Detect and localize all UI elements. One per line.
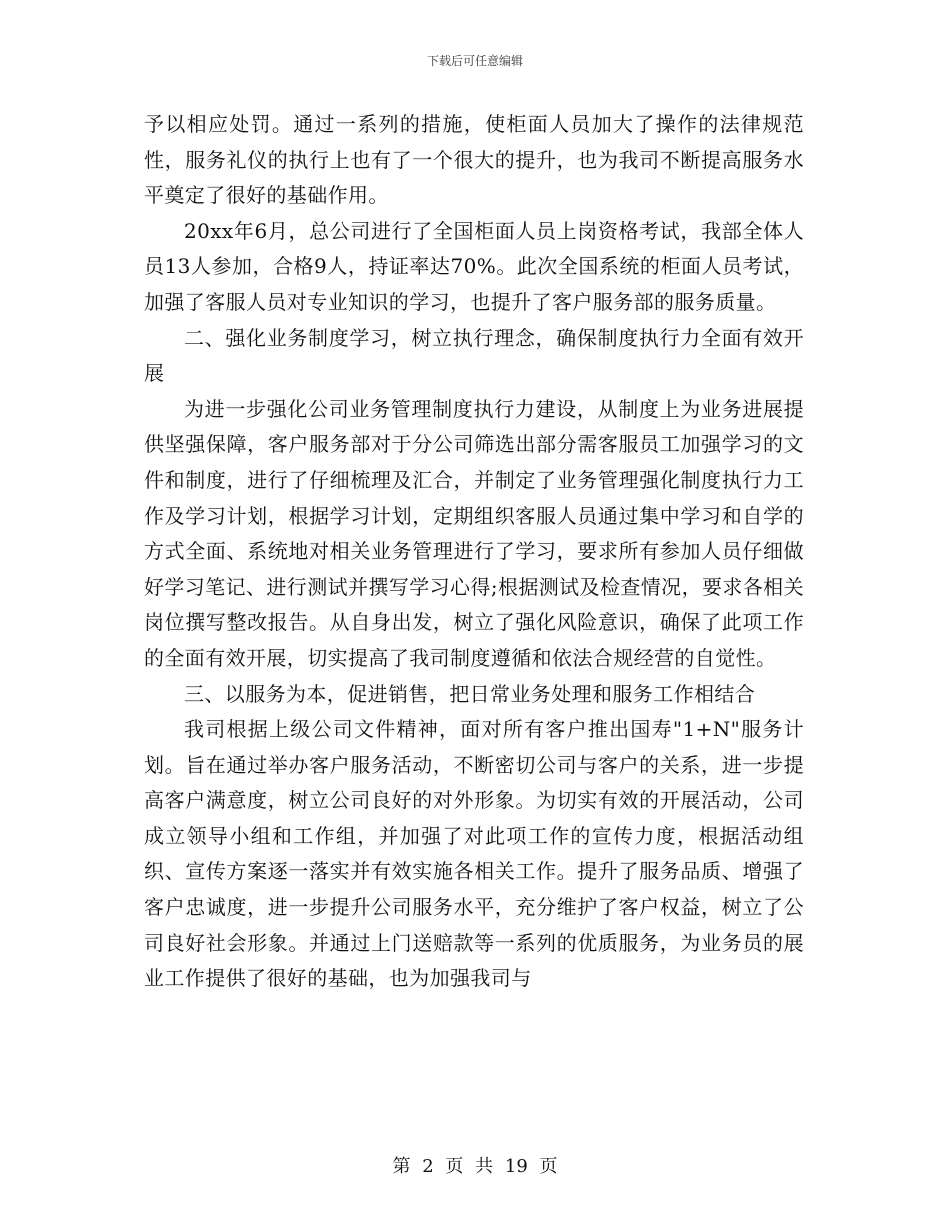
paragraph-3: 为进一步强化公司业务管理制度执行力建设，从制度上为业务进展提供坚强保障，客户服务部对于分公司筛选出部分需客服员工加强学习的文件和制度，进行了仔细梳理及汇合，并制定了业务管理强化制度执行力工作及学习计划，根据学习计划，定期组织客服人员通过集中学习和自学的方式全面、系统地对相关业务管理进行了学习，要求所有参加人员仔细做好学习笔记、进行测试并撰写学习心得;根据测试及检查情况，要求各相关岗位撰写整改报告。从自身出发，树立了强化风险意识，确保了此项工作的全面有效开展，切实提高了我司制度遵循和依法合规经营的自觉性。 (144, 396, 804, 670)
footer-page-unit: 页 (445, 1156, 464, 1177)
footer-total-label: 共 (475, 1156, 494, 1177)
page-header: 下载后可任意编辑 (426, 54, 523, 68)
footer-prefix: 第 (392, 1156, 411, 1177)
section-heading-3: 三、以服务为本，促进销售，把日常业务处理和服务工作相结合 (184, 681, 756, 706)
footer-total-pages: 19 (504, 1156, 528, 1177)
paragraph-4: 我司根据上级公司文件精神，面对所有客户推出国寿"1+N"服务计划。旨在通过举办客户服务活动，不断密切公司与客户的关系，进一步提高客户满意度，树立公司良好的对外形象。为切实有效的开展活动，公司成立领导小组和工作组，并加强了对此项工作的宣传力度，根据活动组织、宣传方案逐一落实并有效实施各相关工作。提升了服务品质、增强了客户忠诚度，进一步提升公司服务水平，充分维护了客户权益，树立了公司良好社会形象。并通过上门送赔款等一系列的优质服务，为业务员的展业工作提供了很好的基础，也为加强我司与 (144, 717, 804, 991)
section-heading-2: 二、强化业务制度学习，树立执行理念，确保制度执行力全面有效开展 (144, 325, 804, 386)
page-footer (0, 1152, 950, 1178)
paragraph-2: 20xx年6月，总公司进行了全国柜面人员上岗资格考试，我部全体人员13人参加，合格9人，持证率达70%。此次全国系统的柜面人员考试，加强了客服人员对专业知识的学习，也提升了客户服务部的服务质量。 (144, 218, 804, 314)
document-body (144, 107, 804, 997)
paragraph-1: 予以相应处罚。通过一系列的措施，使柜面人员加大了操作的法律规范性，服务礼仪的执行上也有了一个很大的提升，也为我司不断提高服务水平奠定了很好的基础作用。 (144, 112, 804, 208)
footer-suffix: 页 (539, 1156, 558, 1177)
footer-page-number: 2 (422, 1156, 434, 1177)
